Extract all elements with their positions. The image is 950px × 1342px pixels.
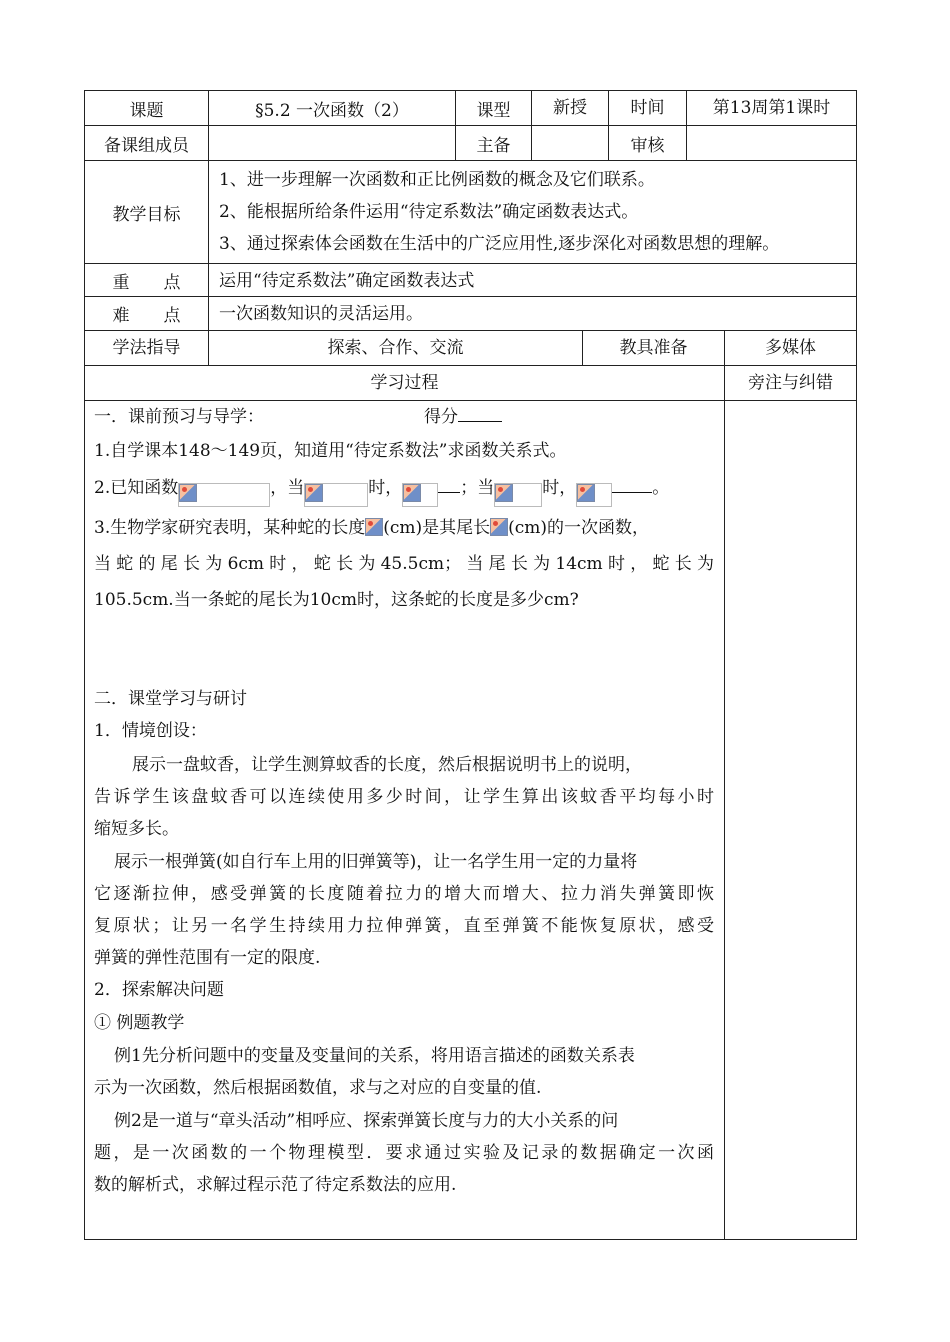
question-1: 1.自学课本148～149页，知道用“待定系数法”求函数关系式。 bbox=[94, 441, 567, 461]
time-value: 第13周第1课时 bbox=[712, 98, 831, 118]
q3-text-b: (cm)是其尾长 bbox=[383, 518, 491, 538]
review-value-cell bbox=[686, 125, 857, 161]
topic-value: §5.2 一次函数（2） bbox=[255, 100, 409, 121]
tools-value-cell bbox=[724, 330, 857, 366]
paragraph-2-line-1: 展示一根弹簧(如自行车上用的旧弹簧等)，让一名学生用一定的力量将 bbox=[114, 852, 638, 872]
question-3-line-2: 当蛇的尾长为6cm时，蛇长为45.5cm；当尾长为14cm时，蛇长为 bbox=[94, 554, 714, 574]
goals-label-cell bbox=[84, 160, 209, 264]
q2-prefix: 2.已知函数 bbox=[94, 478, 179, 498]
example-teaching-title: ① 例题教学 bbox=[94, 1013, 185, 1033]
lead-label-cell bbox=[455, 125, 532, 161]
review-label-cell bbox=[608, 125, 687, 161]
time-value-cell bbox=[686, 90, 857, 126]
section-2-title: 二．课堂学习与研讨 bbox=[94, 689, 247, 709]
answer-blank[interactable] bbox=[438, 476, 460, 493]
method-label: 学法指导 bbox=[112, 338, 181, 358]
goal-item: 1、进一步理解一次函数和正比例函数的概念及它们联系。 bbox=[219, 170, 655, 190]
subsection-2-title: 2．探索解决问题 bbox=[94, 980, 224, 1000]
method-value: 探索、合作、交流 bbox=[327, 338, 464, 358]
variable-image-icon bbox=[490, 518, 508, 536]
side-notes-label: 旁注与纠错 bbox=[748, 373, 833, 393]
type-value-cell bbox=[531, 90, 609, 126]
q2-then: 时， bbox=[368, 478, 403, 498]
time-label: 时间 bbox=[630, 98, 665, 118]
example-1-line-1: 例1先分析问题中的变量及变量间的关系，将用语言描述的函数关系表 bbox=[114, 1046, 635, 1066]
method-value-cell bbox=[208, 330, 583, 366]
type-label-cell bbox=[455, 90, 532, 126]
difficulty-label: 难 点 bbox=[112, 306, 181, 326]
variable-image-icon bbox=[365, 518, 383, 536]
process-label-cell bbox=[84, 365, 725, 401]
score-blank bbox=[458, 405, 502, 422]
method-label-cell bbox=[84, 330, 209, 366]
lead-value-cell bbox=[531, 125, 609, 161]
type-value: 新授 bbox=[553, 98, 587, 118]
goals-label: 教学目标 bbox=[112, 204, 181, 225]
example-2-line-1: 例2是一道与“章头活动”相呼应、探索弹簧长度与力的大小关系的问 bbox=[114, 1111, 619, 1131]
formula-box bbox=[304, 483, 368, 507]
paragraph-1-line-1: 展示一盘蚊香，让学生测算蚊香的长度，然后根据说明书上的说明， bbox=[132, 755, 642, 775]
review-label: 审核 bbox=[630, 135, 665, 156]
topic-label: 课题 bbox=[129, 100, 164, 121]
topic-label-cell bbox=[84, 90, 209, 126]
time-label-cell bbox=[608, 90, 687, 126]
tools-label: 教具准备 bbox=[619, 338, 688, 358]
paragraph-2-line-2: 它逐渐拉伸，感受弹簧的长度随着拉力的增大而增大、拉力消失弹簧即恢 bbox=[94, 884, 714, 904]
paragraph-1-line-3: 缩短多长。 bbox=[94, 819, 179, 839]
subsection-1-title: 1．情境创设： bbox=[94, 721, 207, 741]
goals-value-cell bbox=[208, 160, 857, 264]
formula-box bbox=[178, 483, 270, 507]
q2-end: 。 bbox=[652, 478, 670, 498]
members-value-cell bbox=[208, 125, 456, 161]
goal-item: 2、能根据所给条件运用“待定系数法”确定函数表达式。 bbox=[219, 202, 639, 222]
side-notes-label-cell bbox=[724, 365, 857, 401]
score-text: 得分 bbox=[424, 407, 458, 427]
example-2-line-3: 数的解析式，求解过程示范了待定系数法的应用. bbox=[94, 1175, 457, 1195]
members-label: 备课组成员 bbox=[104, 135, 189, 156]
example-2-line-2: 题，是一次函数的一个物理模型．要求通过实验及记录的数据确定一次函 bbox=[94, 1143, 714, 1163]
q2-when: ，当 bbox=[270, 478, 305, 498]
difficulty-value: 一次函数知识的灵活运用。 bbox=[219, 304, 423, 324]
formula-box bbox=[576, 483, 612, 507]
side-notes-content-cell bbox=[724, 400, 857, 1240]
lead-label: 主备 bbox=[476, 135, 511, 156]
key-point-value-cell bbox=[208, 263, 857, 297]
example-1-line-2: 示为一次函数，然后根据函数值，求与之对应的自变量的值. bbox=[94, 1078, 542, 1098]
tools-value: 多媒体 bbox=[765, 338, 816, 358]
topic-value-cell bbox=[208, 90, 456, 126]
formula-box bbox=[402, 483, 438, 507]
q2-when-2: ；当 bbox=[460, 478, 495, 498]
question-3-line-1 bbox=[94, 513, 649, 538]
question-2 bbox=[94, 473, 669, 507]
tools-label-cell bbox=[582, 330, 725, 366]
formula-image-icon bbox=[577, 484, 595, 502]
formula-image-icon bbox=[403, 484, 421, 502]
difficulty-value-cell bbox=[208, 296, 857, 331]
difficulty-label-cell bbox=[84, 296, 209, 331]
formula-box bbox=[494, 483, 542, 507]
type-label: 课型 bbox=[476, 100, 511, 121]
score-label bbox=[424, 402, 502, 427]
formula-image-icon bbox=[495, 484, 513, 502]
q2-then-2: 时， bbox=[542, 478, 577, 498]
paragraph-1-line-2: 告诉学生该盘蚊香可以连续使用多少时间，让学生算出该蚊香平均每小时 bbox=[94, 787, 714, 807]
key-point-label-cell bbox=[84, 263, 209, 297]
q3-text-a: 3.生物学家研究表明，某种蛇的长度 bbox=[94, 518, 366, 538]
answer-blank[interactable] bbox=[612, 476, 652, 493]
paragraph-2-line-4: 弹簧的弹性范围有一定的限度. bbox=[94, 948, 321, 968]
goal-item: 3、通过探索体会函数在生活中的广泛应用性,逐步深化对函数思想的理解。 bbox=[219, 234, 780, 254]
paragraph-2-line-3: 复原状；让另一名学生持续用力拉伸弹簧，直至弹簧不能恢复原状，感受 bbox=[94, 916, 714, 936]
formula-image-icon bbox=[179, 484, 197, 502]
question-3-line-3: 105.5cm.当一条蛇的尾长为10cm时，这条蛇的长度是多少cm? bbox=[94, 590, 579, 610]
section-1-title: 一．课前预习与导学： bbox=[94, 407, 264, 427]
formula-image-icon bbox=[305, 484, 323, 502]
q3-text-c: (cm)的一次函数， bbox=[508, 518, 650, 538]
key-point-value: 运用“待定系数法”确定函数表达式 bbox=[219, 271, 475, 291]
process-label: 学习过程 bbox=[370, 373, 439, 393]
members-label-cell bbox=[84, 125, 209, 161]
key-point-label: 重 点 bbox=[112, 272, 181, 293]
